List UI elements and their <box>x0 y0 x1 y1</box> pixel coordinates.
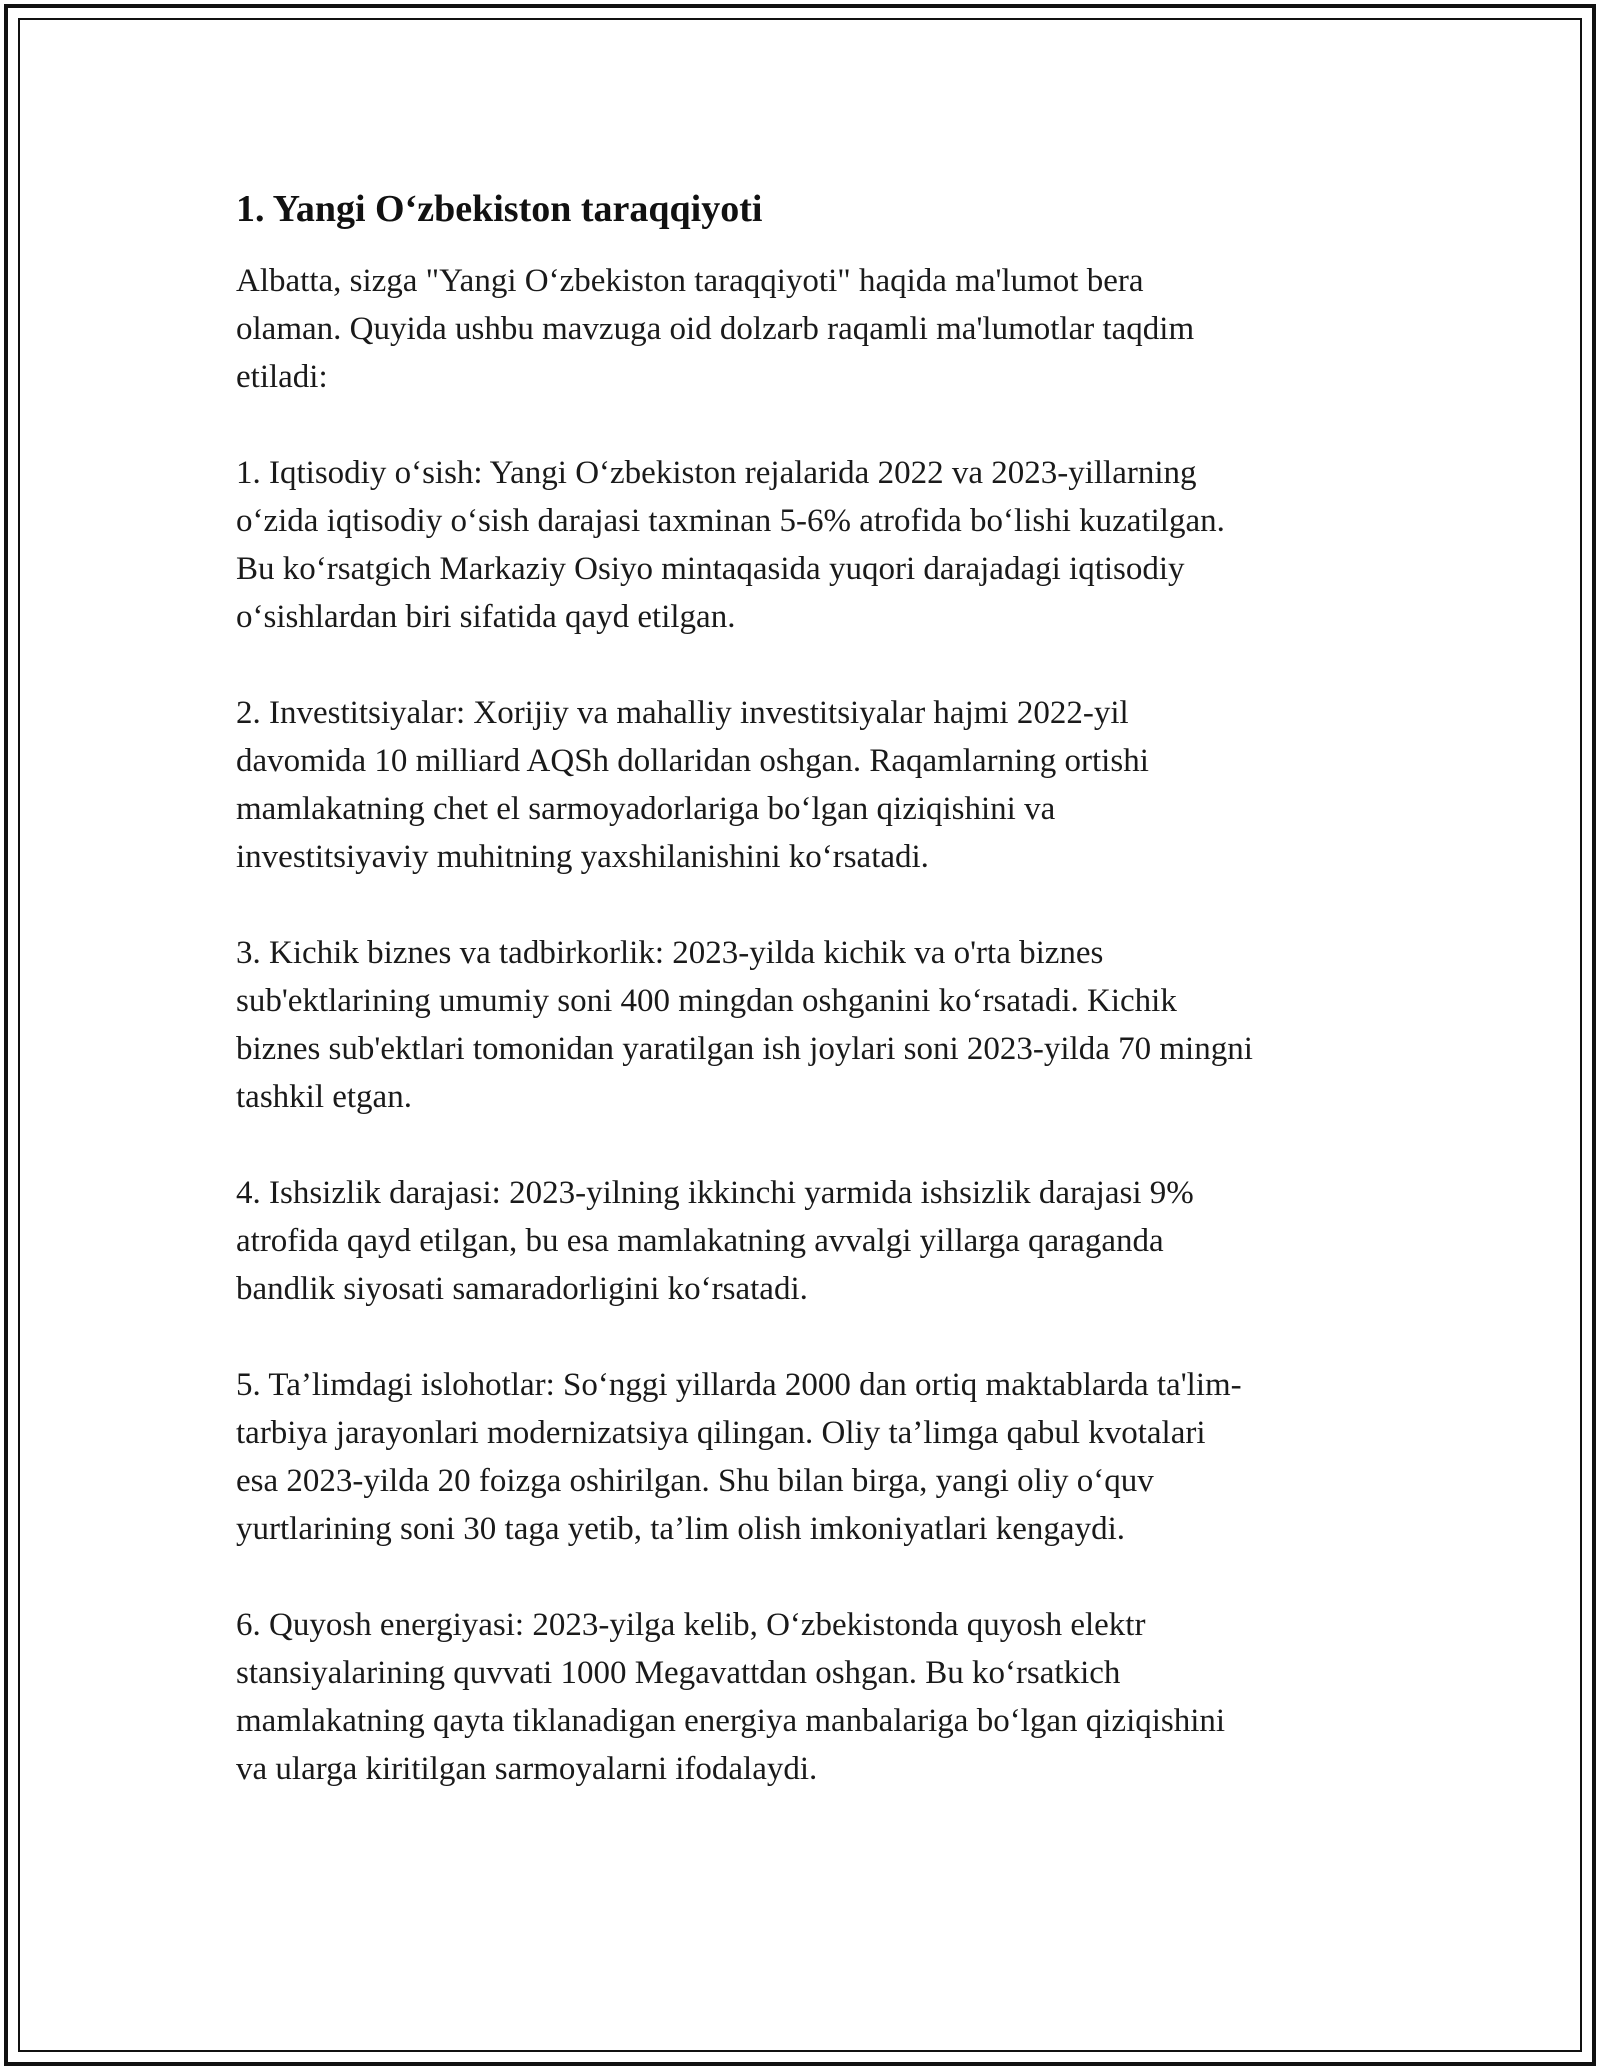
item-unemployment: 4. Ishsizlik darajasi: 2023-yilning ikkinchi yarmida ishsizlik darajasi 9% atrofida qayd etilgan, bu esa mamlakatning avvalgi yillarga qaraganda bandlik siyosati samaradorligini ko‘rsatadi. <box>236 1175 1194 1307</box>
item-economic-growth: 1. Iqtisodiy o‘sish: Yangi O‘zbekiston rejalarida 2022 va 2023-yillarning o‘zida iqtisodiy o‘sish darajasi taxminan 5-6% atrofida bo‘lishi kuzatilgan. Bu ko‘rsatgich Markaziy Osiyo mintaqasida yuqori darajadagi iqtisodiy o‘sishlardan biri sifatida qayd etilgan. <box>236 455 1225 635</box>
document-title: 1. Yangi O‘zbekiston taraqqiyoti <box>236 188 763 230</box>
item-education-reforms: 5. Ta’limdagi islohotlar: So‘nggi yillarda 2000 dan ortiq maktablarda ta'lim- tarbiya jarayonlari modernizatsiya qilingan. Oliy ta’limga qabul kvotalari esa 2023-yilda 20 foizga oshirilgan. Shu bilan birga, yangi oliy o‘quv yurtlarining soni 30 taga yetib, ta’lim olish imkoniyatlari kengaydi. <box>236 1367 1242 1547</box>
intro-paragraph: Albatta, sizga "Yangi O‘zbekiston taraqqiyoti" haqida ma'lumot bera olaman. Quyida ushbu mavzuga oid dolzarb raqamli ma'lumotlar taqdim etiladi: <box>236 263 1195 395</box>
item-solar-energy: 6. Quyosh energiyasi: 2023-yilga kelib, O‘zbekistonda quyosh elektr stansiyalarining quvvati 1000 Megavattdan oshgan. Bu ko‘rsatkich mamlakatning qayta tiklanadigan energiya manbalariga bo‘lgan qiziqishini va ularga kiritilgan sarmoyalarni ifodalaydi. <box>236 1607 1226 1787</box>
document-body <box>236 185 1376 1841</box>
item-investments: 2. Investitsiyalar: Xorijiy va mahalliy investitsiyalar hajmi 2022-yil davomida 10 milliard AQSh dollaridan oshgan. Raqamlarning ortishi mamlakatning chet el sarmoyadorlariga bo‘lgan qiziqishini va investitsiyaviy muhitning yaxshilanishini ko‘rsatadi. <box>236 695 1149 875</box>
item-small-business: 3. Kichik biznes va tadbirkorlik: 2023-yilda kichik va o'rta biznes sub'ektlarining umumiy soni 400 mingdan oshganini ko‘rsatadi. Kichik biznes sub'ektlari tomonidan yaratilgan ish joylari soni 2023-yilda 70 mingni tashkil etgan. <box>236 935 1253 1115</box>
